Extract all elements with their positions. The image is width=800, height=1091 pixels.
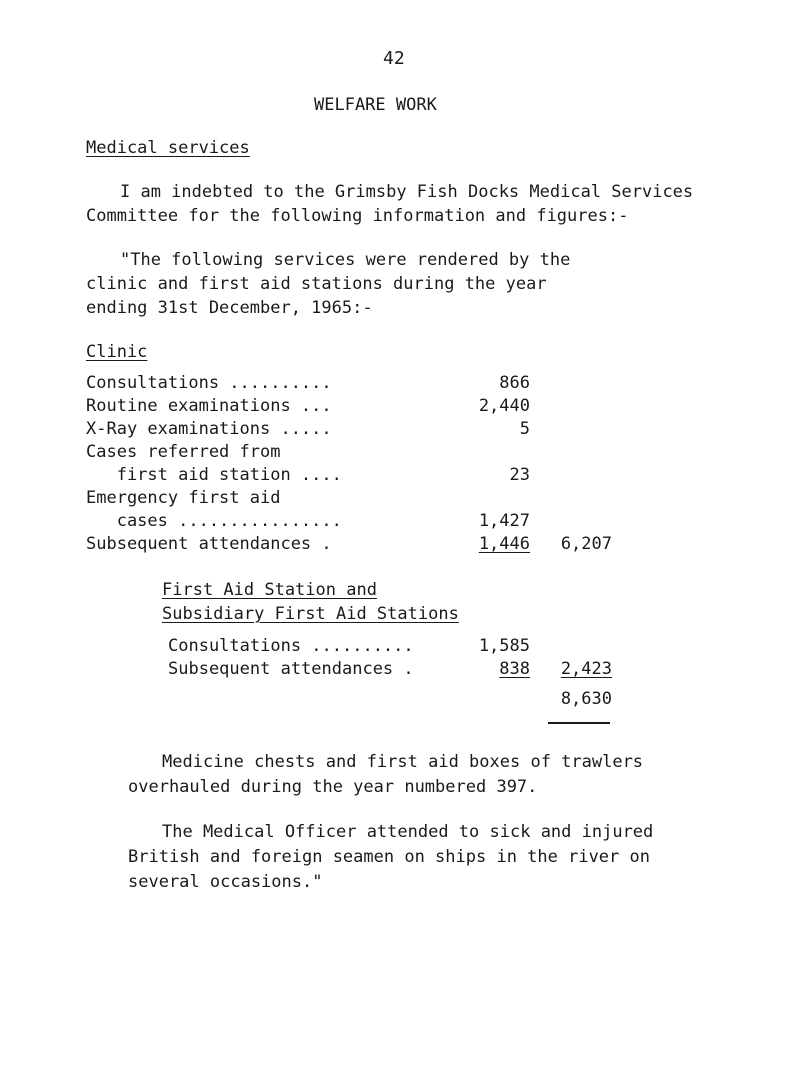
first-aid-heading-line-2: Subsidiary First Aid Stations — [162, 604, 459, 624]
closing-para-2-line-3: several occasions." — [128, 872, 323, 892]
closing-para-1-line-2: overhauled during the year numbered 397. — [128, 777, 538, 797]
clinic-row-label: X-Ray examinations ..... — [86, 419, 332, 439]
first-aid-subtotal: 2,423 — [560, 659, 612, 679]
clinic-row-label: Subsequent attendances . — [86, 534, 332, 554]
intro-line-1: I am indebted to the Grimsby Fish Docks Medical Services — [120, 182, 694, 202]
closing-para-1-line-1: Medicine chests and first aid boxes of trawlers — [162, 752, 644, 772]
clinic-row-value: 1,427 — [478, 511, 530, 531]
first-aid-row-label: Consultations .......... — [168, 636, 414, 656]
clinic-row-value: 23 — [509, 465, 530, 485]
clinic-heading: Clinic — [86, 342, 148, 362]
clinic-row-label: Cases referred from — [86, 442, 281, 462]
quote-line-2: clinic and first aid stations during the year — [86, 274, 547, 294]
clinic-row-label: Routine examinations ... — [86, 396, 332, 416]
first-aid-row-label: Subsequent attendances . — [168, 659, 414, 679]
page-title: WELFARE WORK — [314, 95, 437, 115]
intro-line-2: Committee for the following information and figures:- — [86, 206, 629, 226]
closing-para-2-line-2: British and foreign seamen on ships in the river on — [128, 847, 650, 867]
quote-line-1: "The following services were rendered by the — [120, 250, 571, 270]
clinic-row-value: 2,440 — [478, 396, 530, 416]
closing-para-2-line-1: The Medical Officer attended to sick and injured — [162, 822, 654, 842]
first-aid-row-value: 838 — [499, 659, 530, 679]
first-aid-heading-line-1: First Aid Station and — [162, 580, 377, 600]
section-heading: Medical services — [86, 138, 250, 158]
grand-total: 8,630 — [560, 689, 612, 709]
clinic-row-label: Emergency first aid — [86, 488, 281, 508]
clinic-row-label: cases ................ — [86, 511, 342, 531]
first-aid-row-value: 1,585 — [478, 636, 530, 656]
clinic-row-value: 866 — [499, 373, 530, 393]
clinic-row-label: first aid station .... — [86, 465, 342, 485]
grand-total-double-rule — [548, 722, 610, 724]
quote-line-3: ending 31st December, 1965:- — [86, 298, 373, 318]
clinic-subtotal: 6,207 — [560, 534, 612, 554]
clinic-row-value: 1,446 — [478, 534, 530, 554]
page-number: 42 — [383, 48, 405, 69]
clinic-row-label: Consultations .......... — [86, 373, 332, 393]
clinic-row-value: 5 — [519, 419, 530, 439]
